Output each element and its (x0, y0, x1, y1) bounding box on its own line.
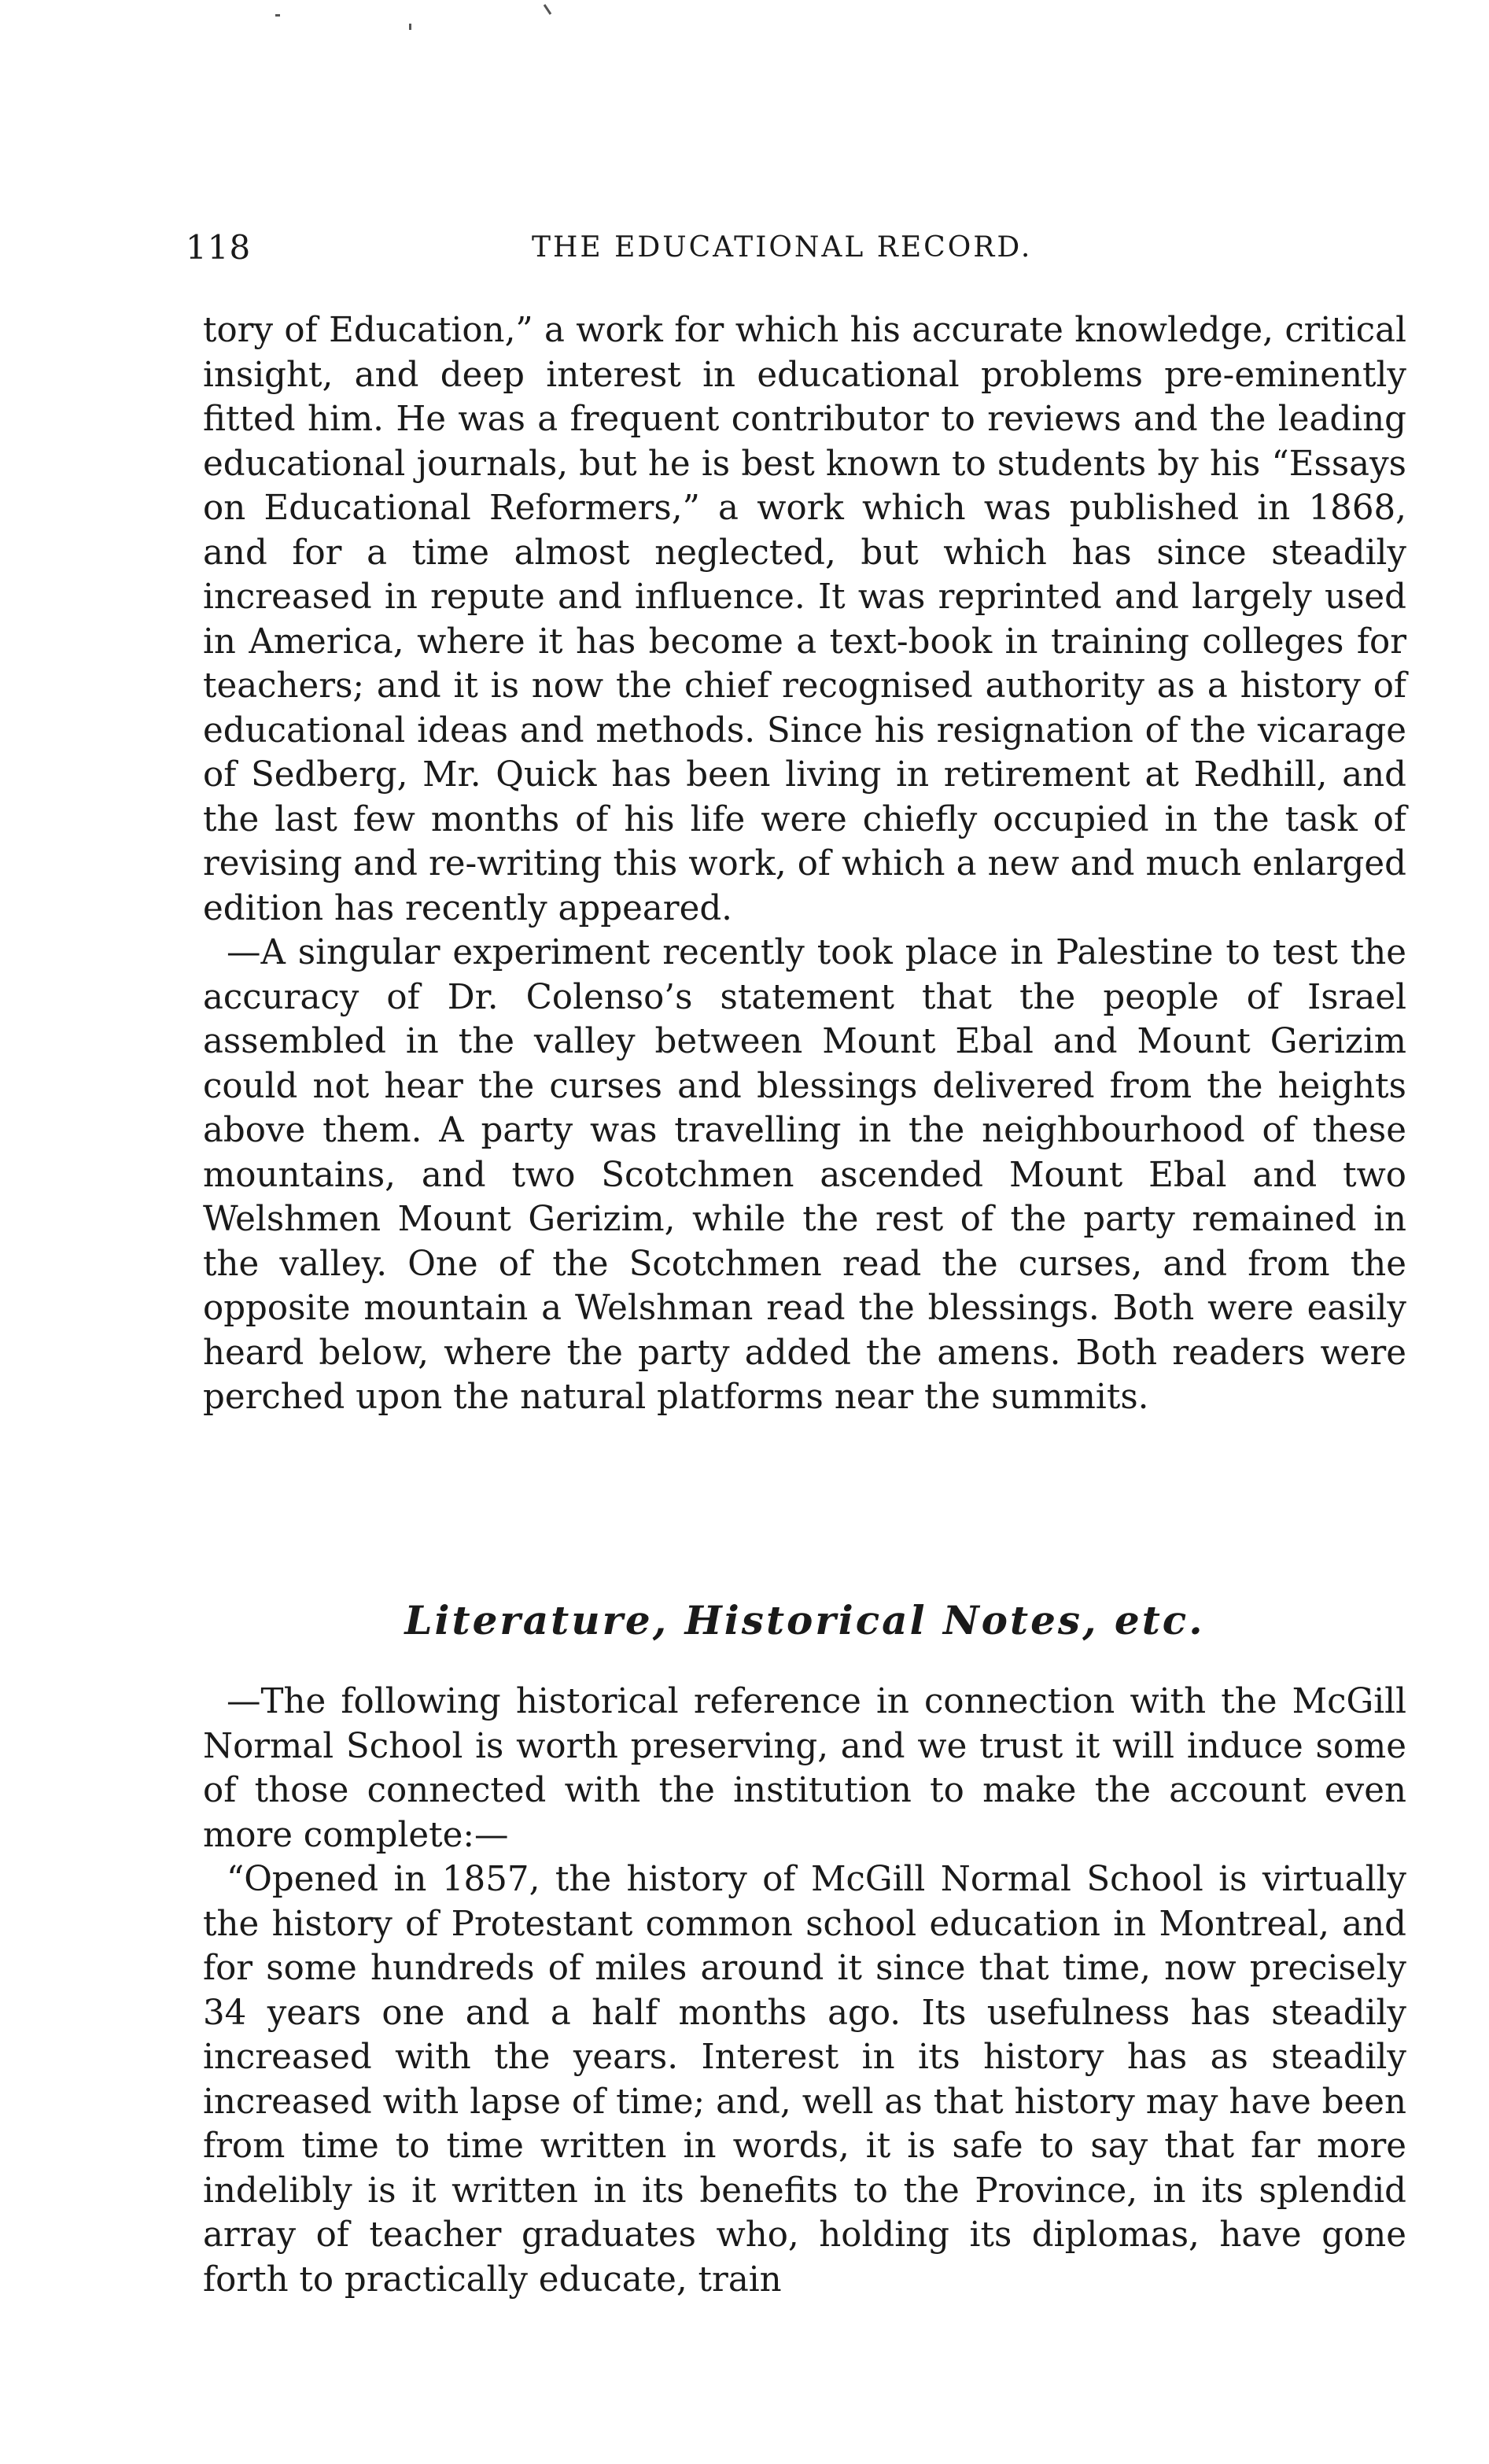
paragraph-quick-essays: tory of Education,” a work for which his accurate knowledge, critical insight, and deep interest in educational problems pre-eminently fitted him. He was a frequent contributor to reviews and the leading educational journals, but he is best known to students by his “Essays on Educational Reformers,” a work which was published in 1868, and for a time almost neglected, but which has since steadily increased in repute and influence. It was reprinted and largely used in America, where it has become a text-book in training colleges for teachers; and it is now the chief recognised authority as a history of educational ideas and methods. Since his resignation of the vicarage of Sedberg, Mr. Quick has been living in retirement at Redhill, and the last few months of his life were chiefly occupied in the task of revising and re-writing this work, of which a new and much enlarged edition has recently appeared. (203, 311, 1406, 928)
paragraph-mcgill-history: “Opened in 1857, the history of McGill Normal School is virtually the history of Protestant common school education in Montreal, and for some hundreds of miles around it since that time, now precisely 34 years one and a half months ago. Its usefulness has steadily increased with the years. Interest in its history has as steadily increased with lapse of time; and, well as that history may have been from time to time written in words, it is safe to say that far more indelibly is it written in its benefits to the Province, in its splendid array of teacher graduates who, holding its diplomas, have gone forth to practically educate, train (203, 1860, 1406, 2300)
journal-title: THE EDUCATIONAL RECORD. (532, 231, 1033, 264)
running-head (186, 228, 1413, 275)
speck-mark (275, 14, 280, 17)
body-text-top (203, 308, 1406, 1420)
body-text-bottom (203, 1680, 1406, 2302)
paragraph-palestine-experiment: —A singular experiment recently took place in Palestine to test the accuracy of Dr. Colenso’s statement that the people of Israel assembled in the valley between Mount Ebal and Mount Gerizim could not hear the curses and blessings delivered from the heights above them. A party was travelling in the neighbourhood of these mountains, and two Scotchmen ascended Mount Ebal and two Welshmen Mount Gerizim, while the rest of the party remained in the valley. One of the Scotchmen read the curses, and from the opposite mountain a Welshman read the blessings. Both were easily heard below, where the party added the amens. Both readers were perched upon the natural platforms near the summits. (203, 933, 1406, 1417)
speck-mark (409, 24, 411, 30)
speck-mark (544, 5, 551, 14)
section-heading: Literature, Historical Notes, etc. (404, 1597, 1205, 1643)
scan-specks (0, 0, 1489, 47)
paragraph-mcgill-intro: —The following historical reference in connection with the McGill Normal School is worth preserving, and we trust it will induce some of those connected with the institution to make the account even more complete:— (203, 1682, 1406, 1855)
page-number: 118 (186, 228, 252, 267)
